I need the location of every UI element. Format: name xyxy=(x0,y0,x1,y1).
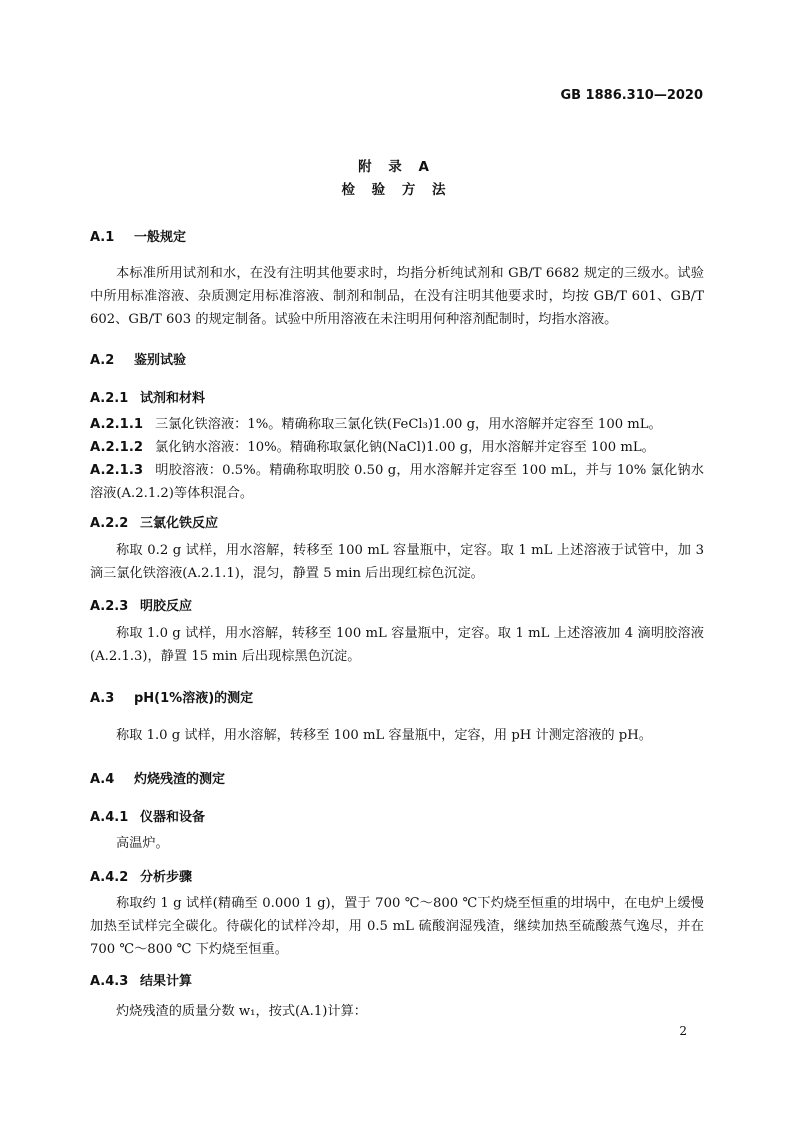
section-number: A.4.2 xyxy=(90,870,129,885)
section-title: 灼烧残渣的测定 xyxy=(134,772,226,787)
section-heading-a4 xyxy=(90,768,225,787)
section-heading-a3 xyxy=(90,687,253,706)
clause-number: A.2.1.3 xyxy=(90,463,144,478)
clause-a212 xyxy=(90,436,704,459)
clause-number: A.2.1.1 xyxy=(90,417,144,432)
section-number: A.2.1 xyxy=(90,391,129,406)
paragraph-a43: 灼烧残渣的质量分数 w₁，按式(A.1)计算： xyxy=(116,1004,367,1019)
section-title: 鉴别试验 xyxy=(134,353,187,368)
section-title: 三氯化铁反应 xyxy=(140,516,219,531)
section-number: A.2 xyxy=(90,353,115,368)
paragraph-a42: 称取约 1 g 试样(精确至 0.000 1 g)，置于 700 ℃～800 ℃下灼烧至恒重的坩埚中，在电炉上缓慢加热至试样完全碳化。待碳化的试样冷却，用 0.5 mL 硫酸润湿残渣，继续加热至硫酸蒸气逸尽，并在 700 ℃～800 ℃ 下灼烧至恒重。 xyxy=(90,896,704,957)
clause-a211 xyxy=(90,413,704,436)
section-number: A.1 xyxy=(90,230,115,245)
paragraph-a1: 本标准所用试剂和水，在没有注明其他要求时，均指分析纯试剂和 GB/T 6682 规定的三级水。试验中所用标准溶液、杂质测定用标准溶液、制剂和制品，在没有注明其他要求时，均按 GB/T 601、GB/T 602、GB/T 603 的规定制备。试验中所用溶液在未注明用何种溶剂配制时，均指水溶液。 xyxy=(90,266,704,327)
section-number: A.4.1 xyxy=(90,810,129,825)
paragraph-a22: 称取 0.2 g 试样，用水溶解，转移至 100 mL 容量瓶中，定容。取 1 mL 上述溶液于试管中，加 3 滴三氯化铁溶液(A.2.1.1)，混匀，静置 5 min 后出现红棕色沉淀。 xyxy=(90,543,704,581)
annex-label: 附 录 A xyxy=(358,159,435,175)
section-heading-a1 xyxy=(90,226,186,245)
section-heading-a41 xyxy=(90,806,205,825)
clause-a213 xyxy=(90,459,704,505)
section-heading-a21 xyxy=(90,387,205,406)
clause-number: A.2.1.2 xyxy=(90,440,144,455)
section-title: 试剂和材料 xyxy=(140,391,206,406)
section-title: 结果计算 xyxy=(140,974,193,989)
section-title: 分析步骤 xyxy=(140,870,193,885)
section-heading-a23 xyxy=(90,595,192,614)
section-heading-a22 xyxy=(90,512,218,531)
section-title: 明胶反应 xyxy=(140,599,193,614)
page-number: 2 xyxy=(679,1024,687,1038)
section-number: A.4.3 xyxy=(90,974,129,989)
paragraph-a3: 称取 1.0 g 试样，用水溶解，转移至 100 mL 容量瓶中，定容，用 pH 计测定溶液的 pH。 xyxy=(116,728,652,743)
section-number: A.2.2 xyxy=(90,516,129,531)
paragraph-a23: 称取 1.0 g 试样，用水溶解，转移至 100 mL 容量瓶中，定容。取 1 mL 上述溶液加 4 滴明胶溶液(A.2.1.3)，静置 15 min 后出现棕黑色沉淀。 xyxy=(90,626,704,664)
annex-title: 检 验 方 法 xyxy=(341,182,452,198)
section-title: pH(1%溶液)的测定 xyxy=(134,691,254,706)
section-number: A.4 xyxy=(90,772,115,787)
paragraph-a41: 高温炉。 xyxy=(116,836,169,851)
section-number: A.2.3 xyxy=(90,599,129,614)
section-number: A.3 xyxy=(90,691,115,706)
section-title: 一般规定 xyxy=(134,230,187,245)
standard-number: GB 1886.310—2020 xyxy=(560,88,703,103)
section-heading-a43 xyxy=(90,970,192,989)
clause-text: 明胶溶液：0.5%。精确称取明胶 0.50 g，用水溶解并定容至 100 mL，并与 10% 氯化钠水溶液(A.2.1.2)等体积混合。 xyxy=(90,463,704,501)
section-title: 仪器和设备 xyxy=(140,810,206,825)
section-heading-a2 xyxy=(90,349,186,368)
section-heading-a42 xyxy=(90,866,192,885)
clause-text: 氯化钠水溶液：10%。精确称取氯化钠(NaCl)1.00 g，用水溶解并定容至 100 mL。 xyxy=(155,440,655,455)
clause-text: 三氯化铁溶液：1%。精确称取三氯化铁(FeCl₃)1.00 g，用水溶解并定容至 100 mL。 xyxy=(155,417,662,432)
